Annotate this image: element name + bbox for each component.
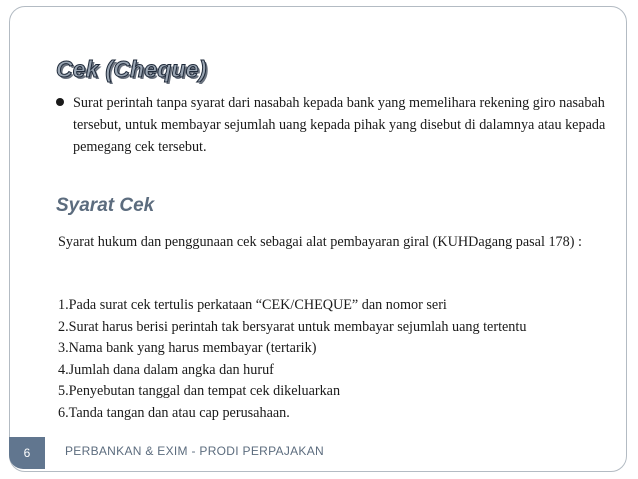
requirements-list [58, 295, 623, 424]
definition-text: Surat perintah tanpa syarat dari nasabah kepada bank yang memelihara rekening giro nasabah tersebut, untuk membayar sejumlah uang kepada pihak yang disebut di dalamnya atau kepada pemegang cek tersebut. [73, 95, 606, 155]
bullet-dot-icon [56, 98, 64, 106]
list-item: 4.Jumlah dana dalam angka dan huruf [58, 361, 274, 378]
slide-number: 6 [9, 437, 45, 469]
list-item: 6.Tanda tangan dan atau cap perusahaan. [58, 404, 290, 421]
list-item: 5.Penyebutan tanggal dan tempat cek dikeluarkan [58, 383, 341, 399]
definition-bullet [56, 92, 616, 158]
slide-title: Cek (Cheque) [56, 56, 207, 82]
footer-text: PERBANKAN & EXIM - PRODI PERPAJAKAN [65, 444, 325, 458]
list-item: 1.Pada surat cek tertulis perkataan “CEK/CHEQUE” dan nomor seri [58, 297, 447, 313]
section-subtitle: Syarat Cek [56, 195, 155, 216]
requirements-intro: Syarat hukum dan penggunaan cek sebagai alat pembayaran giral (KUHDagang pasal 178) : [58, 234, 582, 250]
list-item: 3.Nama bank yang harus membayar (tertarik) [58, 340, 317, 356]
list-item: 2.Surat harus berisi perintah tak bersyarat untuk membayar sejumlah uang tertentu [58, 318, 527, 335]
